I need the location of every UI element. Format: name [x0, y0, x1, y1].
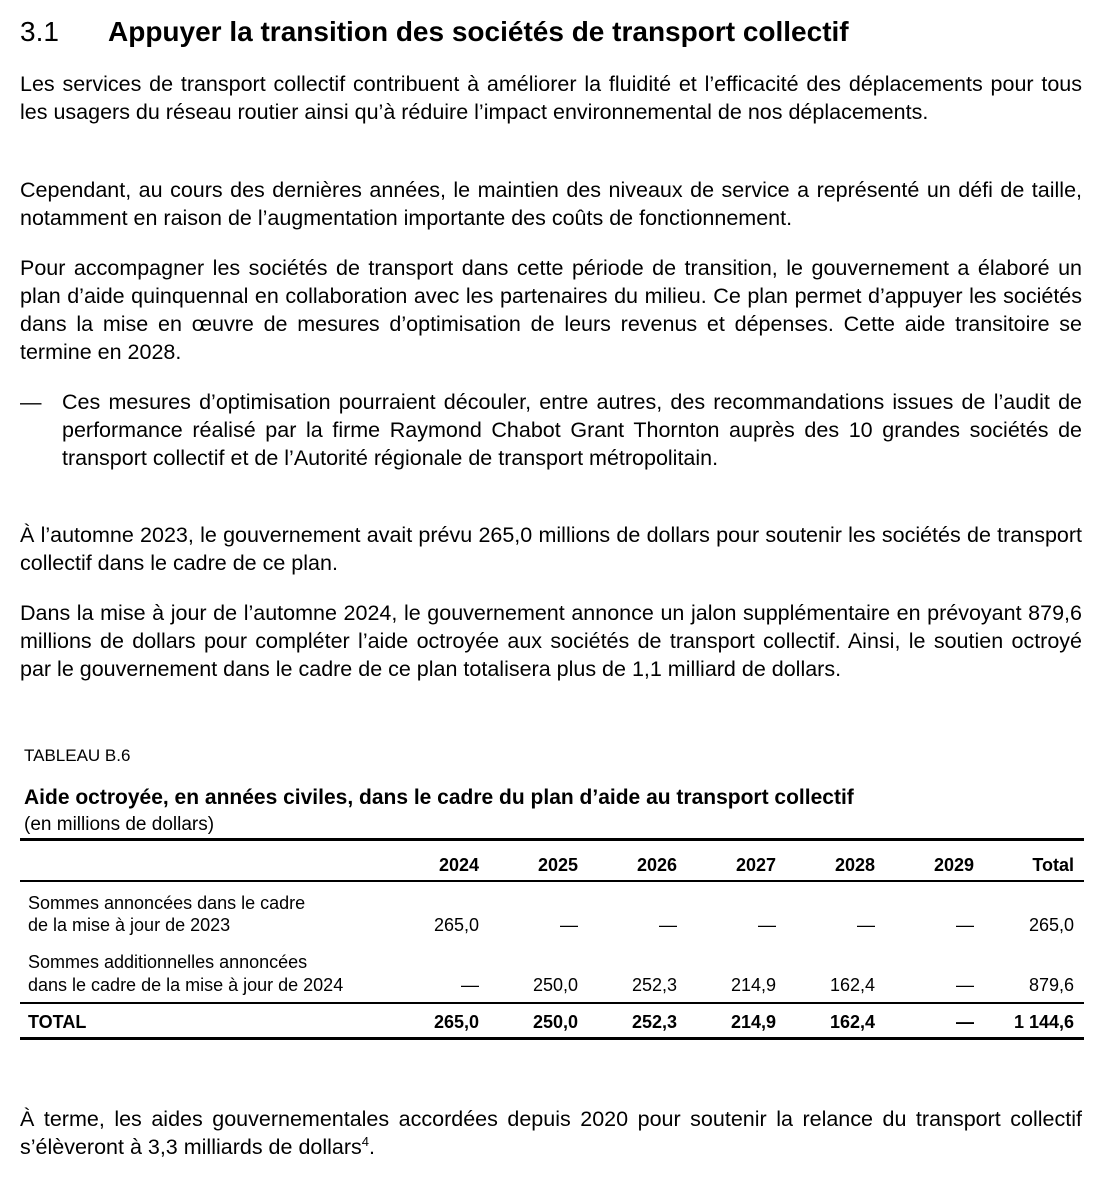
- section-title: Appuyer la transition des sociétés de transport collectif: [108, 16, 849, 47]
- table-total-rule: [20, 1002, 1084, 1004]
- column-header: 2029: [933, 855, 974, 875]
- table-reference: TABLEAU B.6: [24, 746, 131, 765]
- paragraph-3: Pour accompagner les sociétés de transport dans cette période de transition, le gouvernement a élaboré un plan d’aide quinquennal en collaboration avec les partenaires du milieu. Ce plan permet d’appuyer les sociétés dans la mise en œuvre de mesures d’optimisation de leurs revenus et dépenses. Cette aide transitoire se termine en 2028.: [20, 256, 1082, 364]
- row-label: Sommes annoncées dans le cadre: [28, 893, 306, 913]
- table-bottom-rule: [20, 1037, 1084, 1040]
- closing-text: À terme, les aides gouvernementales accordées depuis 2020 pour soutenir la relance du transport collectif s’élèveront à 3,3 milliards de dollars: [20, 1107, 1082, 1159]
- table-cell: —: [857, 915, 875, 935]
- footnote-marker: 4: [361, 1133, 370, 1149]
- total-cell: 214,9: [730, 1012, 776, 1032]
- total-cell: 1 144,6: [1013, 1012, 1074, 1032]
- table-cell: —: [461, 975, 479, 995]
- bullet-dash: —: [20, 390, 42, 414]
- paragraph-4: À l’automne 2023, le gouvernement avait prévu 265,0 millions de dollars pour soutenir les sociétés de transport collectif dans le cadre de ce plan.: [20, 523, 1082, 575]
- column-header: Total: [1032, 855, 1074, 875]
- table-cell: —: [956, 975, 974, 995]
- total-cell: 162,4: [829, 1012, 875, 1032]
- closing-end: .: [369, 1135, 375, 1159]
- table-cell: —: [560, 915, 578, 935]
- data-table: [20, 838, 1084, 1042]
- column-header: 2025: [537, 855, 578, 875]
- table-cell: 265,0: [1028, 915, 1074, 935]
- closing-paragraph: [20, 1105, 1082, 1161]
- paragraph-1: Les services de transport collectif contribuent à améliorer la fluidité et l’efficacité des déplacements pour tous les usagers du réseau routier ainsi qu’à réduire l’impact environnemental de nos déplacements.: [20, 72, 1082, 124]
- table-title: Aide octroyée, en années civiles, dans le cadre du plan d’aide au transport collectif: [24, 786, 854, 809]
- row-label: de la mise à jour de 2023: [28, 915, 231, 935]
- table-header-rule: [20, 880, 1084, 882]
- table-cell: 250,0: [532, 975, 578, 995]
- total-cell: 250,0: [532, 1012, 578, 1032]
- table-cell: —: [956, 915, 974, 935]
- table-cell: 162,4: [829, 975, 875, 995]
- table-cell: 252,3: [631, 975, 677, 995]
- table-cell: —: [758, 915, 776, 935]
- row-label: Sommes additionnelles annoncées: [28, 952, 308, 972]
- total-cell: 265,0: [433, 1012, 479, 1032]
- table-top-rule: [20, 838, 1084, 841]
- table-cell: 879,6: [1028, 975, 1074, 995]
- bullet-text: Ces mesures d’optimisation pourraient découler, entre autres, des recommandations issues de l’audit de performance réalisé par la firme Raymond Chabot Grant Thornton auprès des 10 grandes sociétés de transport collectif et de l’Autorité régionale de transport métropolitain.: [62, 390, 1082, 470]
- paragraph-2: Cependant, au cours des dernières années, le maintien des niveaux de service a représenté un défi de taille, notamment en raison de l’augmentation importante des coûts de fonctionnement.: [20, 178, 1082, 230]
- total-cell: 252,3: [631, 1012, 677, 1032]
- total-label: TOTAL: [28, 1012, 87, 1032]
- column-header: 2028: [834, 855, 875, 875]
- section-number: 3.1: [20, 16, 59, 47]
- column-header: 2027: [735, 855, 776, 875]
- column-header: 2026: [636, 855, 677, 875]
- table-cell: 265,0: [433, 915, 479, 935]
- column-header: 2024: [438, 855, 479, 875]
- table-cell: 214,9: [730, 975, 776, 995]
- total-cell: —: [956, 1012, 974, 1032]
- paragraph-5: Dans la mise à jour de l’automne 2024, le gouvernement annonce un jalon supplémentaire en prévoyant 879,6 millions de dollars pour compléter l’aide octroyée aux sociétés de transport collectif. Ainsi, le soutien octroyé par le gouvernement dans le cadre de ce plan totalisera plus de 1,1 milliard de dollars.: [20, 601, 1082, 681]
- table-cell: —: [659, 915, 677, 935]
- table-subtitle: (en millions de dollars): [24, 814, 215, 835]
- row-label: dans le cadre de la mise à jour de 2024: [28, 975, 344, 995]
